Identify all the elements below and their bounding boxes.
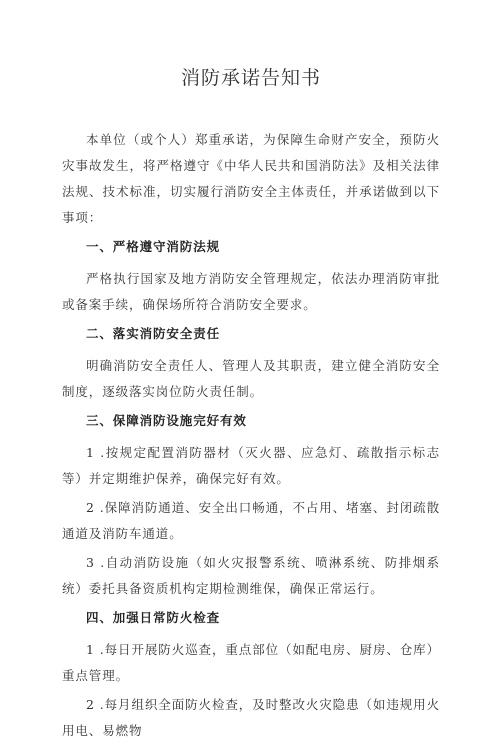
section-paragraph: 严格执行国家及地方消防安全管理规定，依法办理消防审批或备案手续，确保场所符合消防安全要求。	[62, 271, 440, 312]
section-heading: 四、加强日常防火检查	[86, 610, 221, 625]
section-paragraph: 2 .每月组织全面防火检查，及时整改火灾隐患（如违规用火用电、易燃物	[62, 697, 440, 738]
section-list	[62, 234, 440, 744]
section-paragraph: 明确消防安全责任人、管理人及其职责，建立健全消防安全制度，逐级落实岗位防火责任制。	[62, 358, 440, 399]
section-paragraph: 3 .自动消防设施（如火灾报警系统、喷淋系统、防排烟系统）委托具备资质机构定期检测维保，确保正常运行。	[62, 555, 440, 596]
section-heading: 三、保障消防设施完好有效	[86, 413, 247, 428]
section-paragraph: 1 .按规定配置消防器材（灭火器、应急灯、疏散指示标志等）并定期维护保养，确保完好有效。	[62, 445, 440, 486]
section-heading: 一、严格遵守消防法规	[86, 239, 221, 254]
intro-paragraph: 本单位（或个人）郑重承诺，为保障生命财产安全，预防火灾事故发生，将严格遵守《中华人民共和国消防法》及相关法律法规、技术标准，切实履行消防安全主体责任，并承诺做到以下事项：	[62, 132, 440, 225]
section-paragraph: 1 .每日开展防火巡查，重点部位（如配电房、厨房、仓库）重点管理。	[62, 642, 440, 683]
section-paragraph: 2 .保障消防通道、安全出口畅通，不占用、堵塞、封闭疏散通道及消防车通道。	[62, 500, 440, 541]
section-heading: 二、落实消防安全责任	[86, 326, 221, 341]
document-title: 消防承诺告知书	[180, 67, 321, 89]
